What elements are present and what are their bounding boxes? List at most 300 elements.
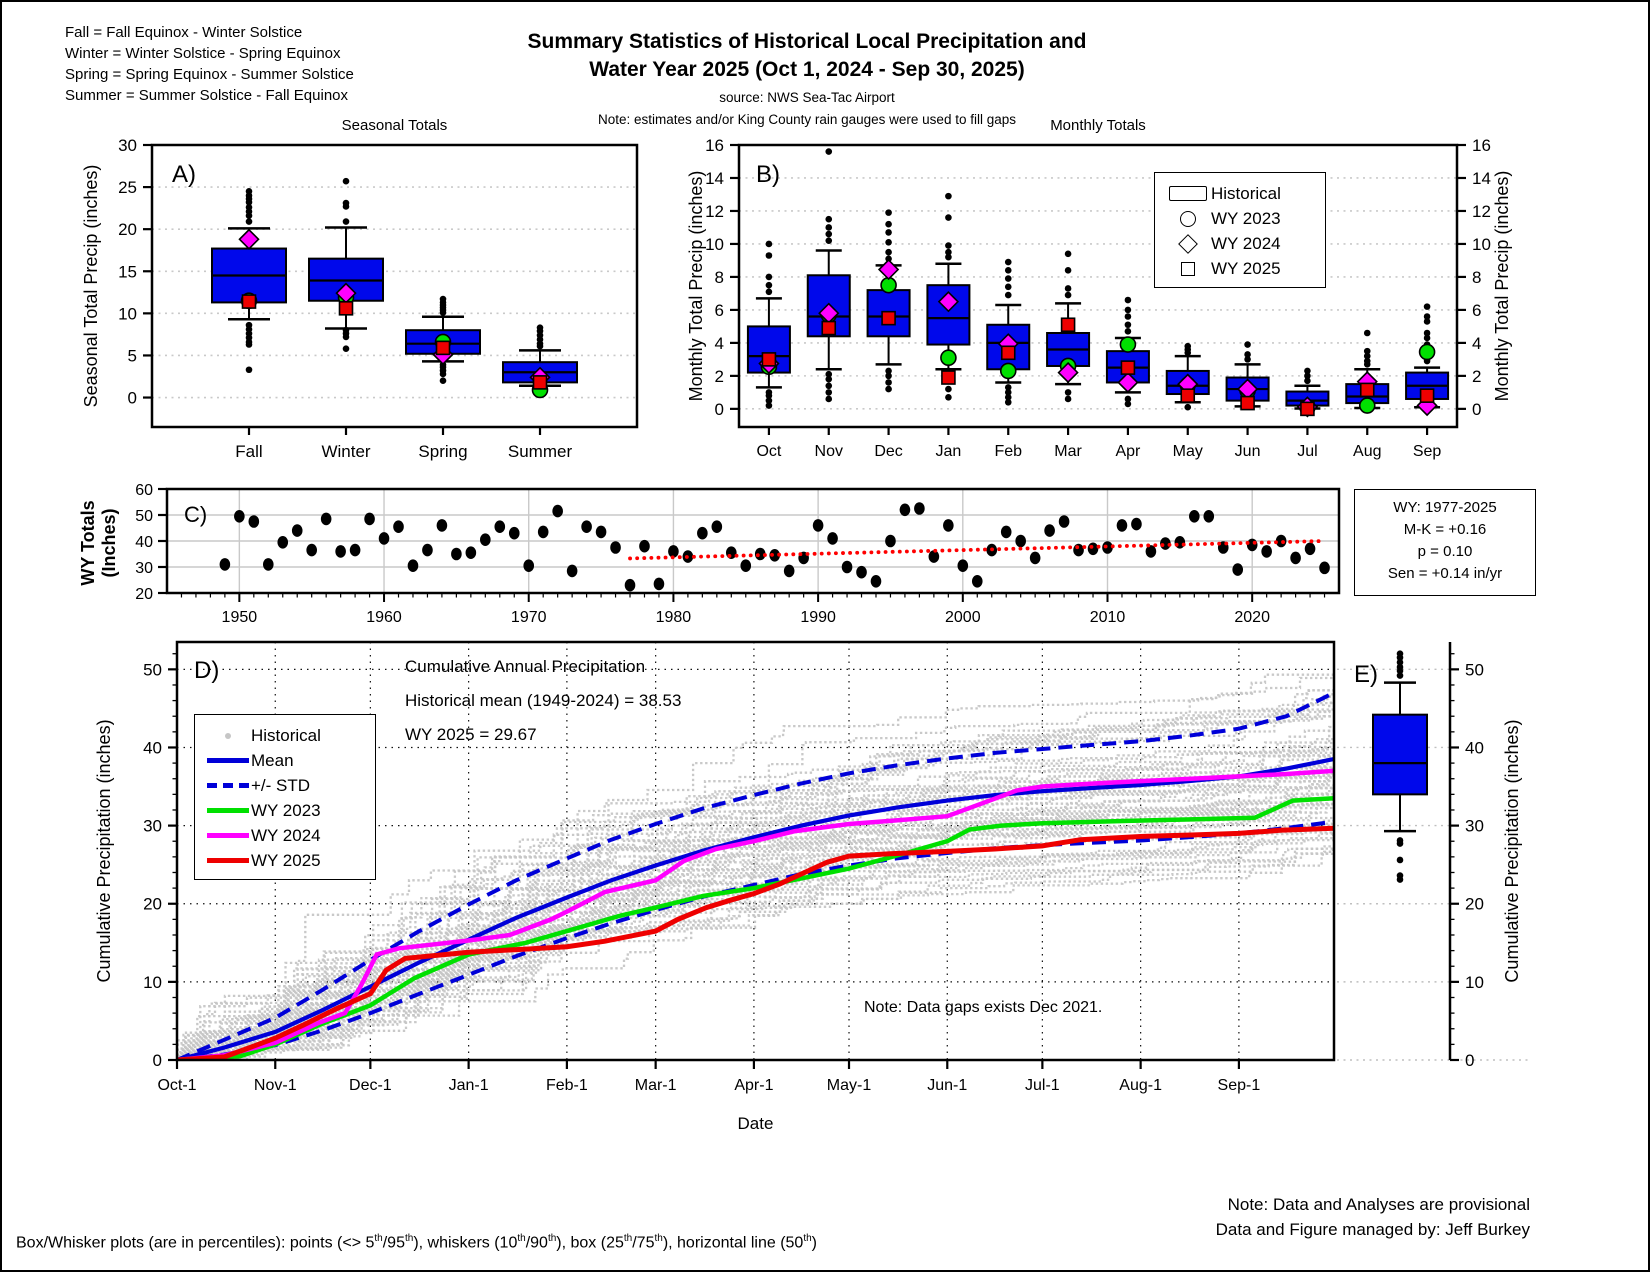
legend-label: +/- STD [251, 775, 311, 795]
outlier-point [766, 288, 773, 295]
panel-d-legend [194, 714, 376, 880]
axis-text: Jun [1234, 443, 1261, 460]
annotation-wy2025: WY 2025 = 29.67 [405, 725, 537, 744]
wy2025-marker [1241, 397, 1254, 410]
wy2025-marker [340, 302, 353, 315]
wy-total-point [523, 559, 534, 572]
wy-total-point [292, 524, 303, 537]
outlier-point [1005, 259, 1012, 266]
axis-text: 1950 [221, 609, 258, 626]
outlier-point [766, 402, 773, 409]
outlier-point [825, 382, 832, 389]
axis-text: Oct [756, 443, 782, 460]
panel-b-title: Monthly Totals [1050, 117, 1146, 134]
outlier-point [885, 229, 892, 236]
axis-text: Dec [874, 443, 903, 460]
outlier-point [1005, 267, 1012, 274]
axis-text: Feb [994, 443, 1023, 460]
wy2025-line-swatch [205, 858, 251, 863]
axis-text: D) [194, 657, 220, 684]
axis-text: Summer [507, 442, 573, 461]
axis-text: 20 [143, 894, 162, 914]
wy-total-point [567, 565, 578, 578]
legend-label: WY 2024 [1211, 233, 1281, 253]
axis-text: 60 [135, 482, 153, 499]
wy-total-point [234, 510, 245, 523]
axis-text: Sep [1412, 443, 1442, 460]
axis-text: 30 [143, 816, 162, 836]
axis-text: B) [756, 161, 780, 188]
outlier-point [343, 218, 350, 225]
axis-text: 4 [1472, 333, 1482, 353]
wy2023-marker [1001, 363, 1016, 378]
axis-text: 25 [118, 178, 137, 198]
axis-text: Aug [1353, 443, 1382, 460]
axis-text: 12 [1472, 201, 1491, 221]
axis-text: 6 [1472, 300, 1482, 320]
outlier-point [885, 239, 892, 246]
outlier-point [1125, 321, 1132, 328]
wy-total-point [972, 575, 983, 588]
gap-fill-note: Note: estimates and/or King County rain gauges were used to fill gaps [598, 112, 1016, 127]
legend-item-wy2024 [205, 823, 365, 848]
season-def-winter: Winter = Winter Solstice - Spring Equinox [65, 45, 341, 62]
wy2025-marker [1361, 383, 1374, 396]
wy-total-point [827, 532, 838, 545]
axis-text: Monthly Total Precip (inches) [1492, 170, 1512, 402]
wy-total-point [784, 565, 795, 578]
legend-item-wy2023 [205, 798, 365, 823]
axis-text: WY Totals(Inches) [78, 500, 119, 586]
axis-text: 1970 [510, 609, 547, 626]
wy-total-point [1030, 552, 1041, 565]
wy-total-point [422, 544, 433, 557]
stats-p: p = 0.10 [1417, 543, 1473, 560]
axis-text: Fall [235, 442, 263, 461]
outlier-point [343, 200, 350, 207]
axis-text: 20 [1465, 894, 1484, 914]
axis-text: 2000 [945, 609, 981, 626]
axis-text: 5 [127, 346, 137, 366]
outlier-point [825, 231, 832, 238]
axis-text: 20 [135, 586, 153, 603]
outlier-point [1244, 351, 1251, 358]
outlier-point [1424, 330, 1431, 337]
axis-text: 0 [1465, 1051, 1475, 1070]
outlier-point [945, 386, 952, 393]
outlier-point [1397, 857, 1404, 864]
axis-text: Oct-1 [157, 1077, 197, 1094]
outlier-point [1364, 330, 1371, 337]
axis-text: Aug-1 [1119, 1077, 1162, 1094]
outlier-point [885, 386, 892, 393]
wy-total-point [364, 513, 375, 526]
wy-total-point [538, 526, 549, 539]
outlier-point [1184, 404, 1191, 411]
box [1373, 715, 1427, 795]
wy2023-marker [1420, 344, 1435, 359]
wy-total-point [625, 579, 636, 592]
outlier-point [343, 178, 350, 185]
outlier-point [1065, 389, 1072, 396]
axis-text: Nov-1 [253, 1077, 297, 1094]
outlier-point [885, 373, 892, 380]
outlier-point [766, 282, 773, 289]
wy-total-point [726, 546, 737, 559]
wy-total-point [1088, 543, 1099, 556]
wy-total-point [929, 550, 940, 563]
wy-total-point [654, 578, 665, 591]
wy2024-diamond-swatch [1165, 237, 1211, 251]
wy-total-point [408, 559, 419, 572]
outlier-point [1125, 307, 1132, 314]
wy-total-point [943, 519, 954, 532]
wy2024-line-swatch [205, 833, 251, 838]
axis-text: May [1172, 443, 1203, 460]
axis-text: 14 [1472, 168, 1491, 188]
outlier-point [1424, 303, 1431, 310]
axis-text: Cumulative Precipitation (inches) [1502, 719, 1522, 983]
wy-total-point [1261, 545, 1272, 558]
stats-mk: M-K = +0.16 [1403, 521, 1487, 538]
legend-item-historical [1165, 181, 1315, 206]
outlier-point [1364, 348, 1371, 355]
axis-text: Jul [1297, 443, 1318, 460]
axis-text: 40 [135, 534, 153, 551]
outlier-point [945, 249, 952, 256]
wy2025-marker [882, 312, 895, 325]
outlier-point [766, 252, 773, 259]
wy-total-point [596, 526, 607, 539]
panel-a-seasonal-totals [81, 136, 637, 461]
x-axis-title-date: Date [737, 1114, 774, 1133]
panel-e-cumulative-box [1354, 642, 1522, 1070]
wy-total-point [581, 520, 592, 533]
outlier-point [825, 376, 832, 383]
wy-total-point [813, 519, 824, 532]
axis-text: 30 [118, 136, 137, 155]
outlier-point [825, 237, 832, 244]
axis-text: Sep-1 [1217, 1077, 1261, 1094]
wy-total-point [900, 504, 911, 517]
wy2025-marker [1181, 389, 1194, 402]
wy-total-point [277, 536, 288, 549]
outlier-point [440, 371, 447, 378]
wy-total-point [871, 575, 882, 588]
axis-text: Apr-1 [734, 1077, 774, 1094]
wy-total-point [1232, 563, 1243, 576]
wy-total-point [1044, 524, 1055, 537]
axis-text: 30 [1465, 816, 1484, 836]
wy-total-point [697, 527, 708, 540]
axis-text: A) [172, 161, 196, 188]
axis-text: Cumulative Precipitation (inches) [94, 719, 114, 983]
axis-text: 2 [1472, 366, 1482, 386]
season-definitions [65, 22, 354, 106]
wy-total-point [1015, 535, 1026, 548]
axis-text: 16 [705, 136, 724, 155]
wy2025-marker [1062, 318, 1075, 331]
axis-text: Feb-1 [545, 1077, 588, 1094]
wy-total-point [451, 548, 462, 561]
wy-total-point [1175, 536, 1186, 549]
wy-total-point [306, 544, 317, 557]
wy-total-point [885, 535, 896, 548]
wy-total-point [1203, 510, 1214, 523]
annotation-mean: Historical mean (1949-2024) = 38.53 [405, 691, 682, 710]
outlier-point [1065, 251, 1072, 258]
wy2025-marker [1421, 389, 1434, 402]
outlier-point [343, 345, 350, 352]
outlier-point [766, 241, 773, 248]
legend-item-wy2025 [205, 848, 365, 873]
wy2023-marker [941, 350, 956, 365]
axis-text: 1990 [800, 609, 836, 626]
axis-text: 40 [1465, 738, 1484, 758]
axis-text: 0 [1472, 399, 1482, 419]
axis-text: 2010 [1089, 609, 1126, 626]
outlier-point [825, 216, 832, 223]
wy-total-point [1290, 552, 1301, 565]
axis-text: C) [184, 502, 208, 527]
outlier-point [1005, 399, 1012, 406]
outlier-point [1125, 313, 1132, 320]
outlier-point [440, 296, 447, 303]
wy2025-square-swatch [1165, 262, 1211, 276]
outlier-point [825, 148, 832, 155]
outlier-point [1184, 343, 1191, 350]
outlier-point [246, 366, 253, 373]
outlier-point [945, 214, 952, 221]
axis-text: 0 [714, 399, 724, 419]
wy-total-point [220, 558, 231, 571]
legend-label: Historical [251, 725, 321, 745]
legend-label: Mean [251, 750, 294, 770]
axis-text: Nov [814, 443, 843, 460]
axis-text: 4 [714, 333, 724, 353]
axis-text: Winter [321, 442, 371, 461]
wy-total-point [1117, 519, 1128, 532]
percentile-note: Box/Whisker plots (are in percentiles): points (<> 5th/95th), whiskers (10th/90th), box (25th/75th), horizontal line (50th) [16, 1233, 817, 1252]
outlier-point [1065, 267, 1072, 274]
wy-total-point [1319, 562, 1330, 575]
wy2025-marker [437, 341, 450, 354]
legend-label: WY 2023 [251, 800, 321, 820]
axis-text: 12 [705, 201, 724, 221]
outlier-point [766, 274, 773, 281]
wy2025-marker [1121, 361, 1134, 374]
wy-total-point [335, 545, 346, 558]
axis-text: 20 [118, 220, 137, 240]
wy2025-marker [534, 376, 547, 389]
season-def-summer: Summer = Summer Solstice - Fall Equinox [65, 87, 349, 104]
outlier-point [885, 209, 892, 216]
wy-total-point [740, 559, 751, 572]
legend-label: Historical [1211, 183, 1281, 203]
legend-item-wy2024 [1165, 231, 1315, 256]
outlier-point [945, 193, 952, 200]
axis-text: 50 [1465, 660, 1484, 680]
wy-total-point [249, 515, 260, 528]
axis-text: 50 [143, 660, 162, 680]
axis-text: 16 [1472, 136, 1491, 155]
axis-text: 10 [1465, 972, 1484, 992]
axis-text: May-1 [826, 1077, 872, 1094]
legend-item-mean [205, 748, 365, 773]
legend-label: WY 2025 [251, 850, 321, 870]
wy2023-line-swatch [205, 808, 251, 813]
wy-total-point [1073, 544, 1084, 557]
outlier-point [1005, 275, 1012, 282]
panel-d-annotation [405, 650, 681, 752]
outlier-point [1065, 285, 1072, 292]
legend-label: WY 2025 [1211, 258, 1281, 278]
axis-text: Monthly Total Precip (inches) [686, 170, 706, 402]
wy-total-point [437, 519, 448, 532]
legend-label: WY 2023 [1211, 208, 1281, 228]
outlier-point [945, 242, 952, 249]
provisional-note: Note: Data and Analyses are provisional [1227, 1195, 1530, 1214]
axis-text: 8 [1472, 267, 1482, 287]
outlier-point [246, 218, 253, 225]
wy2024-marker [240, 230, 259, 249]
wy-total-point [842, 561, 853, 574]
wy-total-point [958, 559, 969, 572]
data-gap-note: Note: Data gaps exists Dec 2021. [864, 999, 1103, 1016]
wy-total-point [466, 546, 477, 559]
wy-total-point [1059, 515, 1070, 528]
mean-line-swatch [205, 758, 251, 763]
title-line-2: Water Year 2025 (Oct 1, 2024 - Sep 30, 2025) [589, 58, 1025, 81]
title-line-1: Summary Statistics of Historical Local Precipitation and [527, 30, 1087, 53]
outlier-point [885, 221, 892, 228]
outlier-point [1244, 341, 1251, 348]
axis-text: 8 [714, 267, 724, 287]
season-def-spring: Spring = Spring Equinox - Summer Solstice [65, 66, 354, 83]
wy-total-point [350, 544, 361, 557]
wy-total-point [1189, 510, 1200, 523]
outlier-point [1424, 313, 1431, 320]
axis-text: 10 [1472, 234, 1491, 254]
legend-label: WY 2024 [251, 825, 321, 845]
wy-total-point [494, 520, 505, 533]
axis-text: 0 [152, 1051, 162, 1070]
axis-text: Mar-1 [634, 1077, 677, 1094]
axis-text: 10 [143, 972, 162, 992]
outlier-point [945, 394, 952, 401]
wy-total-point [1247, 539, 1258, 552]
axis-text: Jan [935, 443, 962, 460]
axis-text: Jul-1 [1025, 1077, 1060, 1094]
outlier-point [343, 334, 350, 341]
managed-by-note: Data and Figure managed by: Jeff Burkey [1215, 1220, 1530, 1239]
wy-total-point [610, 541, 621, 554]
stats-sen: Sen = +0.14 in/yr [1387, 565, 1503, 582]
wy2025-marker [822, 322, 835, 335]
axis-text: 2 [714, 366, 724, 386]
axis-text: 50 [135, 508, 153, 525]
wy-total-point [321, 513, 332, 526]
panel-a-title: Seasonal Totals [341, 117, 448, 134]
outlier-point [825, 396, 832, 403]
wy-total-point [1305, 543, 1316, 556]
axis-text: 1980 [655, 609, 692, 626]
source-line: source: NWS Sea-Tac Airport [719, 90, 895, 105]
legend-item-historical [205, 723, 365, 748]
historical-dot-swatch [205, 733, 251, 739]
wy2023-marker [1360, 398, 1375, 413]
axis-text: Apr [1115, 443, 1141, 460]
outlier-point [1065, 396, 1072, 403]
wy-total-point [480, 533, 491, 546]
wy-total-point [379, 532, 390, 545]
wy-total-point [263, 558, 274, 571]
outlier-point [1397, 876, 1404, 883]
outlier-point [1005, 284, 1012, 291]
axis-text: Spring [418, 442, 468, 461]
axis-text: Jun-1 [927, 1077, 968, 1094]
axis-text: Seasonal Total Precip (inches) [81, 164, 101, 408]
outlier-point [1125, 328, 1132, 335]
wy2025-marker [762, 353, 775, 366]
wy2025-marker [243, 295, 256, 308]
axis-text: 15 [118, 262, 137, 282]
wy2023-marker [1120, 337, 1135, 352]
wy-total-point [914, 502, 925, 515]
wy2025-marker [942, 371, 955, 384]
wy-total-point [639, 540, 650, 553]
axis-text: 30 [135, 560, 153, 577]
outlier-point [1397, 650, 1404, 657]
wy-total-point [1131, 518, 1142, 531]
panel-b-legend [1154, 172, 1326, 288]
outlier-point [825, 224, 832, 231]
axis-text: 40 [143, 738, 162, 758]
axis-text: Jan-1 [448, 1077, 489, 1094]
figure-title [422, 28, 1192, 84]
panel-b-monthly-totals [686, 136, 1512, 460]
wy2023-circle-swatch [1165, 211, 1211, 227]
axis-text: Dec-1 [349, 1077, 392, 1094]
std-dashed-swatch [205, 783, 251, 788]
outlier-point [1065, 292, 1072, 299]
outlier-point [537, 324, 544, 331]
wy-total-point [509, 527, 520, 540]
outlier-point [1397, 840, 1404, 847]
footer-right-notes [1030, 1192, 1530, 1242]
legend-item-std [205, 773, 365, 798]
outlier-point [440, 377, 447, 384]
wy2025-marker [1002, 346, 1015, 359]
wy-total-point [552, 505, 563, 518]
legend-item-wy2025 [1165, 256, 1315, 281]
panel-c-wy-totals [78, 482, 1339, 626]
axis-text: 1960 [366, 609, 402, 626]
outlier-point [885, 379, 892, 386]
legend-item-wy2023 [1165, 206, 1315, 231]
outlier-point [885, 249, 892, 256]
outlier-point [1304, 368, 1311, 375]
outlier-point [1125, 401, 1132, 408]
season-def-fall: Fall = Fall Equinox - Winter Solstice [65, 24, 303, 41]
axis-text: 6 [714, 300, 724, 320]
wy2025-marker [1301, 402, 1314, 415]
axis-text: 0 [127, 388, 137, 408]
outlier-point [825, 389, 832, 396]
outlier-point [1005, 292, 1012, 299]
outlier-point [246, 341, 253, 348]
wy-total-point [393, 520, 404, 533]
